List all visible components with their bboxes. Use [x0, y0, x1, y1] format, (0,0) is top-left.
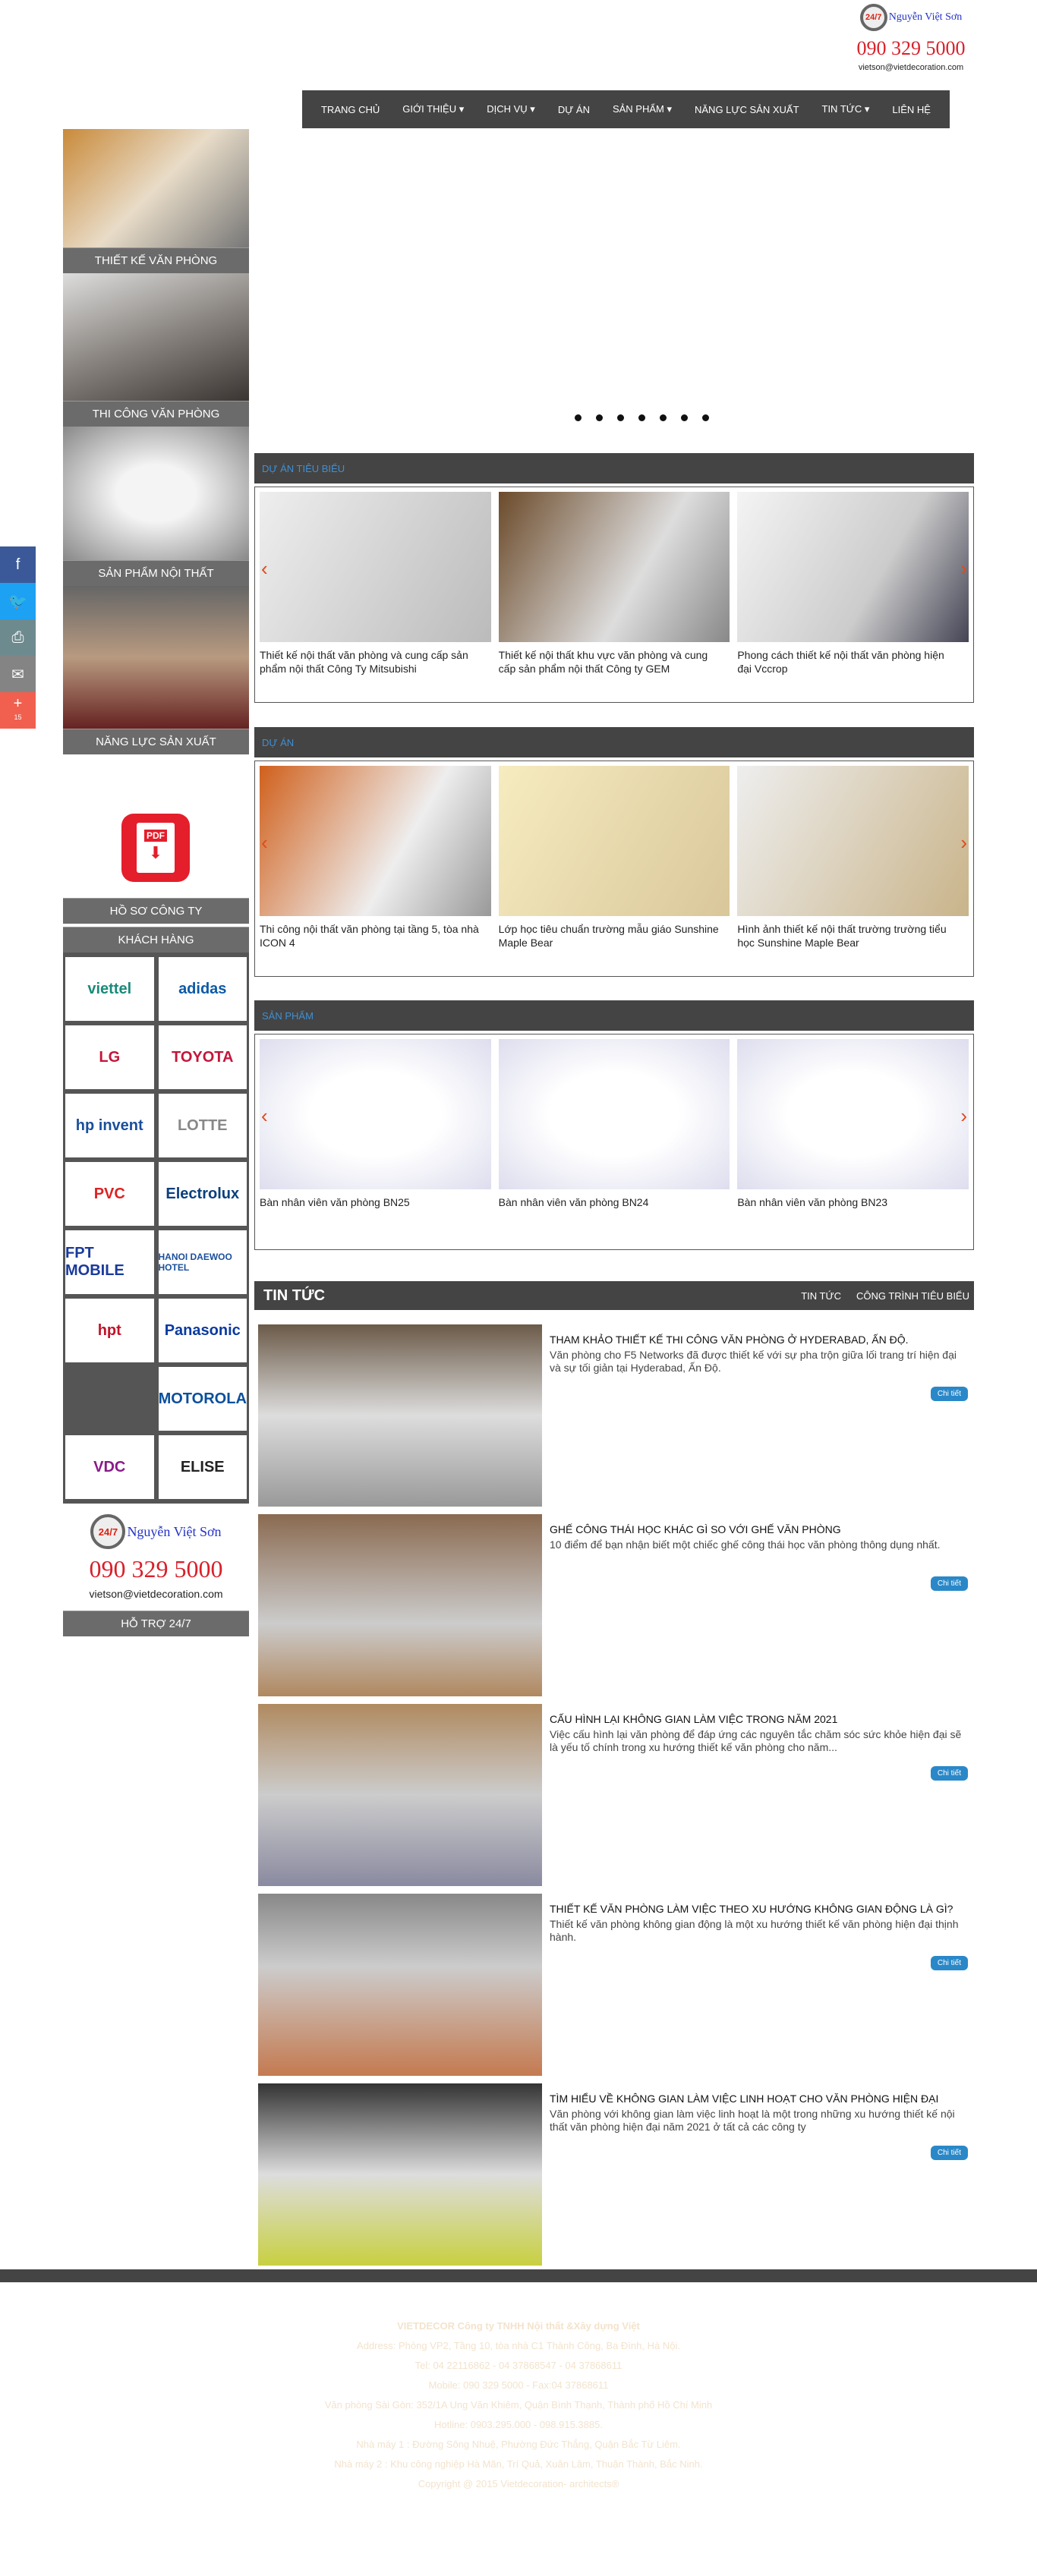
support-247: HỖ TRỢ 24/7: [63, 1611, 249, 1636]
news-title-link[interactable]: THAM KHẢO THIẾT KẾ THI CÔNG VĂN PHÒNG Ở HYDERABAD, ẤN ĐỘ.: [550, 1334, 909, 1346]
header-email[interactable]: vietson@vietdecoration.com: [858, 63, 964, 72]
slider-dot[interactable]: [681, 414, 688, 421]
nav-contact[interactable]: LIÊN HỆ: [892, 103, 931, 115]
nav-news[interactable]: TIN TỨC ▾: [821, 103, 870, 115]
category-office-design[interactable]: THIẾT KẾ VĂN PHÒNG: [63, 247, 249, 273]
print-icon[interactable]: ⎙: [0, 619, 36, 656]
chevron-left-icon[interactable]: ‹: [261, 831, 268, 854]
card-caption[interactable]: Thiết kế nội thất văn phòng và cung cấp sản phẩm nội thất Công Ty Mitsubishi: [260, 649, 468, 675]
slider-dot[interactable]: [660, 414, 667, 421]
card-caption[interactable]: Lớp học tiêu chuẩn trường mẫu giáo Sunshine Maple Bear: [498, 923, 719, 949]
share-plus-icon[interactable]: + 15: [0, 692, 36, 729]
client-logo: Electrolux: [159, 1162, 247, 1226]
category-furniture[interactable]: SẢN PHẨM NỘI THẤT: [63, 560, 249, 586]
products-carousel: [254, 1034, 974, 1250]
news-header: [254, 1281, 974, 1310]
card-caption[interactable]: Thiết kế nội thất khu vực văn phòng và cung cấp sản phẩm nội thất Công ty GEM: [498, 649, 708, 675]
client-logo: LG: [65, 1025, 154, 1089]
client-logo: [65, 1367, 154, 1431]
news-detail-button[interactable]: Chi tiết: [931, 1956, 968, 1970]
twitter-icon[interactable]: 🐦: [0, 583, 36, 619]
news-detail-button[interactable]: Chi tiết: [931, 2146, 968, 2160]
news-tab-news[interactable]: TIN TỨC: [801, 1290, 841, 1302]
news-item: [258, 1894, 972, 2076]
carousel-card[interactable]: [499, 492, 730, 698]
footer-line: Nhà máy 1 : Đường Sông Nhuệ, Phường Đức Thắng, Quận Bắc Từ Liêm.: [356, 2439, 681, 2450]
projects-section: [254, 727, 974, 977]
footer-line: Mobile: 090 329 5000 - Fax:04 37868611: [428, 2379, 609, 2391]
slider-dot[interactable]: [575, 414, 582, 421]
products-title: SẢN PHẨM: [254, 1000, 974, 1031]
card-caption[interactable]: Hình ảnh thiết kế nội thất trường trường tiểu học Sunshine Maple Bear: [737, 923, 947, 949]
client-logos: [63, 953, 249, 1504]
category-capacity[interactable]: NĂNG LỰC SẢN XUẤT: [63, 729, 249, 754]
footer-line: Nhà máy 2 : Khu công nghiệp Hà Mãn, Trí Quả, Xuân Lâm, Thuận Thành, Bắc Ninh.: [334, 2458, 703, 2470]
client-logo: Panasonic: [159, 1299, 247, 1362]
nav-home[interactable]: TRANG CHỦ: [320, 103, 380, 115]
main-nav: [302, 90, 950, 128]
client-logo: MOTOROLA: [159, 1367, 247, 1431]
client-logo: adidas: [159, 957, 247, 1021]
sidebar-clients: [63, 898, 249, 1504]
news-title-link[interactable]: THIẾT KẾ VĂN PHÒNG LÀM VIỆC THEO XU HƯỚNG KHÔNG GIAN ĐỘNG LÀ GÌ?: [550, 1903, 953, 1915]
client-logo: hp invent: [65, 1094, 154, 1157]
news-description: Văn phòng với không gian làm việc linh hoạt là một trong những xu hướng thiết kế nội thất văn phòng hiện đại năm 2021 ở tất cả các công ty: [550, 2108, 955, 2133]
news-title-link[interactable]: GHẾ CÔNG THÁI HỌC KHÁC GÌ SO VỚI GHẾ VĂN PHÒNG: [550, 1523, 841, 1535]
footer-line: Copyright @ 2015 Vietdecoration- architects®: [418, 2478, 619, 2489]
footer-line: Hotline: 0903.295.000 - 098.915.3885.: [434, 2419, 603, 2430]
nav-about[interactable]: GIỚI THIỆU ▾: [402, 103, 465, 115]
card-image[interactable]: [737, 492, 969, 642]
card-caption[interactable]: Thi công nội thất văn phòng tại tầng 5, tòa nhà ICON 4: [260, 923, 479, 949]
client-logo: LOTTE: [159, 1094, 247, 1157]
contact-name: Nguyễn Việt Sơn: [127, 1523, 222, 1539]
client-logo: ELISE: [159, 1435, 247, 1499]
email-icon[interactable]: ✉: [0, 656, 36, 692]
chevron-left-icon[interactable]: ‹: [261, 1104, 268, 1127]
category-image[interactable]: [63, 273, 249, 401]
header-phone[interactable]: 090 329 5000: [856, 37, 966, 59]
news-item: [258, 1514, 972, 1696]
chevron-left-icon[interactable]: ‹: [261, 557, 268, 580]
news-description: Thiết kế văn phòng không gian động là một xu hướng thiết kế văn phòng hiện đại thịnh hành.: [550, 1918, 959, 1943]
news-detail-button[interactable]: Chi tiết: [931, 1576, 968, 1591]
client-logo: VDC: [65, 1435, 154, 1499]
slider-dot[interactable]: [638, 414, 645, 421]
category-image[interactable]: [63, 586, 249, 729]
footer-line: Address: Phòng VP2, Tầng 10, tòa nhà C1 Thành Công, Ba Đình, Hà Nội.: [357, 2340, 680, 2351]
client-logo: hpt: [65, 1299, 154, 1362]
nav-services[interactable]: DỊCH VỤ ▾: [487, 103, 535, 115]
card-image[interactable]: [737, 1039, 969, 1189]
slider-dot[interactable]: [702, 414, 709, 421]
clients-title: KHÁCH HÀNG: [63, 927, 249, 953]
client-logo: HANOI DAEWOO HOTEL: [159, 1230, 247, 1294]
carousel-card[interactable]: [737, 492, 969, 698]
nav-products[interactable]: SẢN PHẨM ▾: [612, 103, 673, 115]
sidebar-support: [63, 1514, 249, 1636]
phone-247-icon: 24/7: [860, 4, 887, 31]
news-tab-featured-works[interactable]: CÔNG TRÌNH TIÊU BIỂU: [856, 1290, 969, 1302]
news-image[interactable]: [258, 1514, 542, 1696]
social-share-bar: [0, 546, 36, 729]
facebook-icon[interactable]: f: [0, 546, 36, 583]
client-logo: viettel: [65, 957, 154, 1021]
category-image[interactable]: [63, 129, 249, 247]
news-image[interactable]: [258, 1704, 542, 1886]
carousel-card[interactable]: [260, 492, 491, 698]
carousel-card[interactable]: [260, 1039, 491, 1245]
news-title: TIN TỨC: [263, 1286, 326, 1304]
projects-carousel: [254, 761, 974, 977]
news-section: [254, 1281, 974, 2157]
news-description: Việc cấu hình lại văn phòng để đáp ứng các nguyên tắc chăm sóc sức khỏe hiện đại sẽ là yếu tố chính trong xu hướng thiết kế văn phòng cho năm...: [550, 1728, 962, 1753]
carousel-card[interactable]: [737, 1039, 969, 1245]
featured-title: DỰ ÁN TIÊU BIỂU: [254, 453, 974, 483]
support-phone[interactable]: 090 329 5000: [89, 1555, 223, 1582]
chevron-right-icon[interactable]: ›: [960, 557, 967, 580]
projects-title: DỰ ÁN: [254, 727, 974, 757]
header-contact: [854, 4, 968, 72]
news-description: 10 điểm để bạn nhận biết một chiếc ghế công thái học văn phòng thông dụng nhất.: [550, 1538, 941, 1551]
sidebar-categories: [63, 129, 249, 754]
card-image[interactable]: [499, 766, 730, 916]
card-caption[interactable]: Phong cách thiết kế nội thất văn phòng hiện đại Vccrop: [737, 649, 944, 675]
news-image[interactable]: [258, 1324, 542, 1507]
pdf-label: PDF: [144, 830, 167, 842]
slider-dots: [575, 414, 709, 421]
carousel-card[interactable]: [260, 766, 491, 972]
client-logo: TOYOTA: [159, 1025, 247, 1089]
footer-info: [0, 2316, 1037, 2494]
chevron-right-icon[interactable]: ›: [960, 831, 967, 854]
card-image[interactable]: [737, 766, 969, 916]
news-title-link[interactable]: TÌM HIỂU VỀ KHÔNG GIAN LÀM VIỆC LINH HOẠT CHO VĂN PHÒNG HIỆN ĐẠI: [550, 2093, 939, 2105]
card-image[interactable]: [499, 1039, 730, 1189]
card-caption[interactable]: Bàn nhân viên văn phòng BN23: [737, 1196, 888, 1208]
card-image[interactable]: [260, 1039, 491, 1189]
category-office-construction[interactable]: THI CÔNG VĂN PHÒNG: [63, 401, 249, 427]
featured-carousel: [254, 487, 974, 703]
nav-capacity[interactable]: NĂNG LỰC SẢN XUẤT: [695, 103, 799, 115]
news-item: [258, 1324, 972, 1507]
products-section: [254, 1000, 974, 1250]
support-email[interactable]: vietson@vietdecoration.com: [89, 1588, 223, 1600]
footer-bar: [0, 2269, 1037, 2282]
card-caption[interactable]: Bàn nhân viên văn phòng BN24: [498, 1196, 649, 1208]
pdf-download-icon[interactable]: PDF ⬇: [121, 814, 190, 882]
company-profile-button[interactable]: HỒ SƠ CÔNG TY: [63, 898, 249, 924]
category-image[interactable]: [63, 427, 249, 560]
featured-section: [254, 453, 974, 703]
chevron-right-icon[interactable]: ›: [960, 1104, 967, 1127]
news-item: [258, 2083, 972, 2266]
hotline-logo: [63, 1514, 249, 1549]
contact-name: Nguyễn Việt Sơn: [888, 11, 963, 23]
slider-dot[interactable]: [596, 414, 603, 421]
card-image[interactable]: [499, 492, 730, 642]
hotline-logo: [854, 4, 968, 31]
news-detail-button[interactable]: Chi tiết: [931, 1387, 968, 1401]
client-logo: FPT MOBILE: [65, 1230, 154, 1294]
client-logo: PVC: [65, 1162, 154, 1226]
carousel-card[interactable]: [499, 766, 730, 972]
card-image[interactable]: [260, 766, 491, 916]
card-caption[interactable]: Bàn nhân viên văn phòng BN25: [260, 1196, 410, 1208]
carousel-card[interactable]: [737, 766, 969, 972]
news-title-link[interactable]: CẤU HÌNH LẠI KHÔNG GIAN LÀM VIỆC TRONG NĂM 2021: [550, 1713, 838, 1725]
carousel-card[interactable]: [499, 1039, 730, 1245]
news-item: [258, 1704, 972, 1886]
news-image[interactable]: [258, 2083, 542, 2266]
footer-line: Tel: 04 22116862 - 04 37868547 - 04 37868611: [414, 2360, 623, 2371]
footer-line: VIETDECOR Công ty TNHH Nội thất &Xây dựng Việt: [397, 2320, 640, 2332]
footer-line: Văn phòng Sài Gòn: 352/1A Ung Văn Khiêm, Quận Bình Thạnh, Thành phố Hồ Chí Minh: [324, 2399, 713, 2411]
share-count: 15: [14, 713, 22, 721]
news-detail-button[interactable]: Chi tiết: [931, 1766, 968, 1781]
news-description: Văn phòng cho F5 Networks đã được thiết kế với sự pha trộn giữa lối trang trí hiện đại và sự tối giản tại Hyderabad, Ấn Độ.: [550, 1349, 957, 1374]
slider-dot[interactable]: [617, 414, 624, 421]
nav-projects[interactable]: DỰ ÁN: [557, 103, 590, 115]
phone-247-icon: 24/7: [90, 1514, 125, 1549]
card-image[interactable]: [260, 492, 491, 642]
news-image[interactable]: [258, 1894, 542, 2076]
